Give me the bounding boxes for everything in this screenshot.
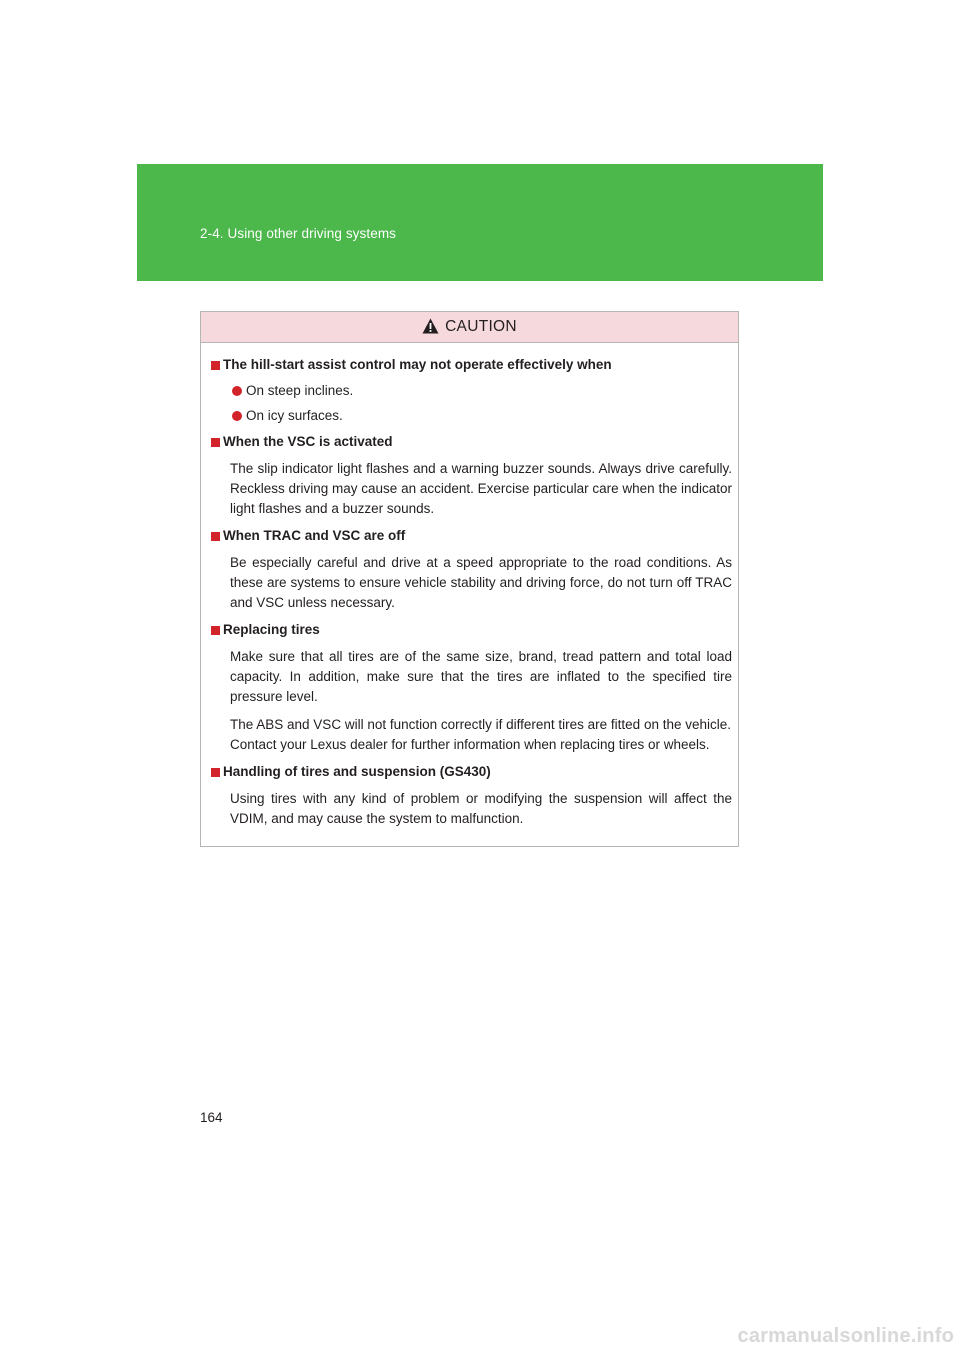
header-band bbox=[137, 164, 823, 281]
paragraph: The ABS and VSC will not function correctly if different tires are fitted on the vehicle. bbox=[230, 717, 732, 732]
square-bullet-icon bbox=[211, 626, 220, 635]
square-bullet-icon bbox=[211, 532, 220, 541]
section-heading: The hill-start assist control may not operate effectively when bbox=[211, 356, 732, 374]
square-bullet-icon bbox=[211, 361, 220, 370]
section-heading: Handling of tires and suspension (GS430) bbox=[211, 763, 732, 781]
warning-triangle-icon bbox=[422, 318, 439, 334]
square-bullet-icon bbox=[211, 438, 220, 447]
caution-header bbox=[201, 312, 738, 343]
watermark: carmanualsonline.info bbox=[737, 1325, 954, 1347]
page-number: 164 bbox=[200, 1110, 223, 1125]
square-bullet-icon bbox=[211, 768, 220, 777]
circle-bullet-icon bbox=[232, 411, 242, 421]
paragraph: Be especially careful and drive at a speed appropriate to the road conditions. As these are systems to ensure vehicle stability and driving force, do not turn off TRAC and VSC unless necessary. bbox=[230, 555, 732, 610]
section-heading: When the VSC is activated bbox=[211, 433, 732, 451]
paragraph: The slip indicator light flashes and a warning buzzer sounds. Always drive carefully. Reckless driving may cause an accident. Exercise particular care when the indicator light flashes and a buzzer sounds. bbox=[230, 461, 732, 516]
list-item: On icy surfaces. bbox=[232, 407, 732, 425]
list-item: On steep inclines. bbox=[232, 382, 732, 400]
paragraph: Contact your Lexus dealer for further information when replacing tires or wheels. bbox=[230, 737, 710, 752]
section-title: 2-4. Using other driving systems bbox=[200, 226, 397, 241]
paragraph: Make sure that all tires are of the same size, brand, tread pattern and total load capacity. In addition, make sure that the tires are inflated to the specified tire pressure level. bbox=[230, 649, 732, 704]
circle-bullet-icon bbox=[232, 386, 242, 396]
section-heading: Replacing tires bbox=[211, 621, 732, 639]
caution-box bbox=[200, 311, 739, 847]
paragraph: Using tires with any kind of problem or modifying the suspension will affect the VDIM, and may cause the system to malfunction. bbox=[230, 791, 732, 826]
caution-title: CAUTION bbox=[445, 318, 517, 335]
caution-body bbox=[201, 343, 738, 829]
section-heading: When TRAC and VSC are off bbox=[211, 527, 732, 545]
